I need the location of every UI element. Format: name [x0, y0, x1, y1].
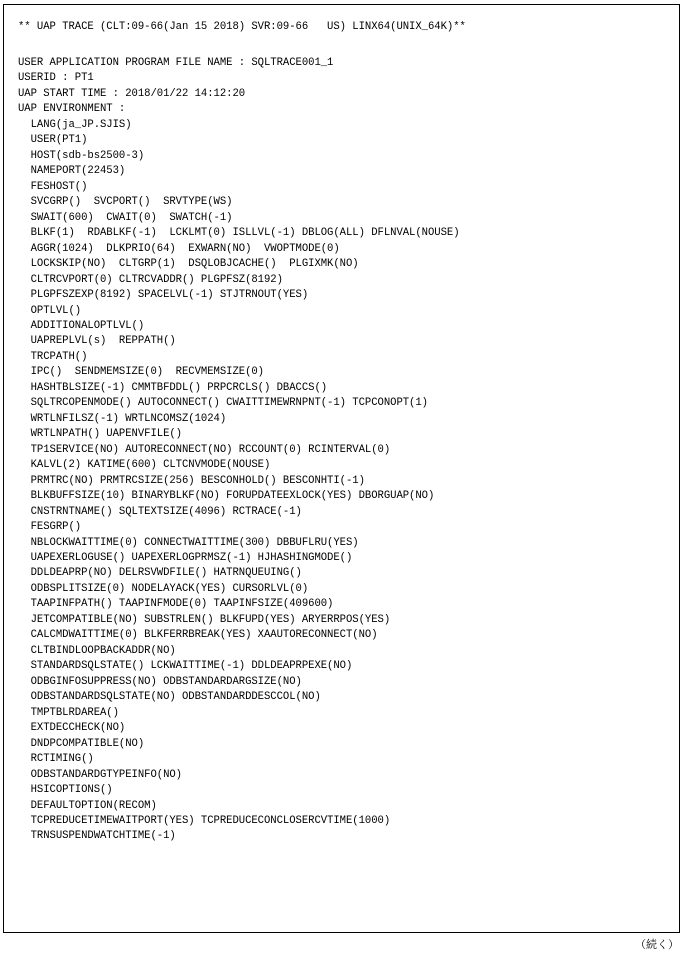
trace-line: KALVL(2) KATIME(600) CLTCNVMODE(NOUSE) [18, 459, 271, 472]
trace-line: PLGPFSZEXP(8192) SPACELVL(-1) STJTRNOUT(YES) [18, 289, 309, 302]
trace-line: IPC() SENDMEMSIZE(0) RECVMEMSIZE(0) [18, 366, 264, 379]
trace-line: NBLOCKWAITTIME(0) CONNECTWAITTIME(300) DBBUFLRU(YES) [18, 536, 359, 549]
trace-line: FESGRP() [18, 521, 82, 534]
trace-header: ** UAP TRACE (CLT:09-66(Jan 15 2018) SVR:09-66 US) LINX64(UNIX_64K)** [18, 21, 466, 33]
trace-line: NAMEPORT(22453) [18, 165, 126, 178]
trace-line: BLKBUFFSIZE(10) BINARYBLKF(NO) FORUPDATEEXLOCK(YES) DBORGUAP(NO) [18, 490, 435, 503]
trace-line: LOCKSKIP(NO) CLTGRP(1) DSQLOBJCACHE() PLGIXMK(NO) [18, 258, 359, 271]
trace-line: UAPEXERLOGUSE() UAPEXERLOGPRMSZ(-1) HJHASHINGMODE() [18, 552, 353, 564]
trace-line: TRNSUSPENDWATCHTIME(-1) [18, 830, 176, 843]
trace-line: ODBSTANDARDSQLSTATE(NO) ODBSTANDARDDESCCOL(NO) [18, 691, 321, 704]
trace-line: HOST(sdb-bs2500-3) [18, 149, 145, 162]
trace-line: WRTLNFILSZ(-1) WRTLNCOMSZ(1024) [18, 412, 227, 425]
trace-line: AGGR(1024) DLKPRIO(64) EXWARN(NO) VWOPTMODE(0) [18, 242, 340, 255]
continued-note: （続く） [635, 938, 679, 951]
trace-line: SVCGRP() SVCPORT() SRVTYPE(WS) [18, 196, 233, 209]
trace-line: CLTBINDLOOPBACKADDR(NO) [18, 644, 176, 657]
trace-line: UAP ENVIRONMENT : [18, 103, 126, 116]
trace-line: TAAPINFPATH() TAAPINFMODE(0) TAAPINFSIZE(409600) [18, 598, 334, 611]
trace-line: TCPREDUCETIMEWAITPORT(YES) TCPREDUCECONCLOSERCVTIME(1000) [18, 814, 391, 827]
trace-line: SWAIT(600) CWAIT(0) SWATCH(-1) [18, 211, 233, 224]
trace-line: UAPREPLVL(s) REPPATH() [18, 335, 176, 348]
trace-line: USER APPLICATION PROGRAM FILE NAME : SQLTRACE001_1 [18, 57, 334, 69]
trace-line: PRMTRC(NO) PRMTRCSIZE(256) BESCONHOLD() BESCONHTI(-1) [18, 474, 365, 487]
trace-line: USERID : PT1 [18, 72, 94, 85]
trace-line: ADDITIONALOPTLVL() [18, 319, 145, 332]
trace-line: ODBSTANDARDGTYPEINFO(NO) [18, 768, 182, 781]
trace-line: HASHTBLSIZE(-1) CMMTBFDDL() PRPCRCLS() DBACCS() [18, 381, 328, 394]
trace-body [18, 56, 460, 845]
trace-line: FESHOST() [18, 180, 88, 193]
trace-line: OPTLVL() [18, 304, 82, 317]
trace-line: USER(PT1) [18, 134, 88, 147]
trace-line: EXTDECCHECK(NO) [18, 722, 126, 735]
trace-line: TP1SERVICE(NO) AUTORECONNECT(NO) RCCOUNT(0) RCINTERVAL(0) [18, 443, 391, 456]
trace-line: DNDPCOMPATIBLE(NO) [18, 737, 145, 750]
trace-line: RCTIMING() [18, 753, 94, 766]
trace-line: TRCPATH() [18, 350, 88, 363]
trace-listing-frame [3, 4, 680, 933]
trace-line: BLKF(1) RDABLKF(-1) LCKLMT(0) ISLLVL(-1) DBLOG(ALL) DFLNVAL(NOUSE) [18, 227, 460, 240]
trace-line: CLTRCVPORT(0) CLTRCVADDR() PLGPFSZ(8192) [18, 273, 283, 286]
trace-line: LANG(ja_JP.SJIS) [18, 118, 132, 131]
trace-line: DEFAULTOPTION(RECOM) [18, 799, 157, 812]
trace-line: UAP START TIME : 2018/01/22 14:12:20 [18, 87, 246, 100]
trace-line: CALCMDWAITTIME(0) BLKFERRBREAK(YES) XAAUTORECONNECT(NO) [18, 629, 378, 642]
trace-line: HSICOPTIONS() [18, 784, 113, 797]
trace-line: ODBSPLITSIZE(0) NODELAYACK(YES) CURSORLVL(0) [18, 582, 309, 595]
trace-line: DDLDEAPRP(NO) DELRSVWDFILE() HATRNQUEUING() [18, 567, 302, 580]
trace-line: WRTLNPATH() UAPENVFILE() [18, 428, 182, 441]
trace-line: TMPTBLRDAREA() [18, 706, 119, 719]
trace-line: JETCOMPATIBLE(NO) SUBSTRLEN() BLKFUPD(YES) ARYERRPOS(YES) [18, 613, 391, 626]
trace-line: STANDARDSQLSTATE() LCKWAITTIME(-1) DDLDEAPRPEXE(NO) [18, 660, 353, 673]
trace-line: ODBGINFOSUPPRESS(NO) ODBSTANDARDARGSIZE(NO) [18, 675, 302, 688]
trace-line: CNSTRNTNAME() SQLTEXTSIZE(4096) RCTRACE(-1) [18, 505, 302, 518]
trace-line: SQLTRCOPENMODE() AUTOCONNECT() CWAITTIMEWRNPNT(-1) TCPCONOPT(1) [18, 397, 428, 410]
